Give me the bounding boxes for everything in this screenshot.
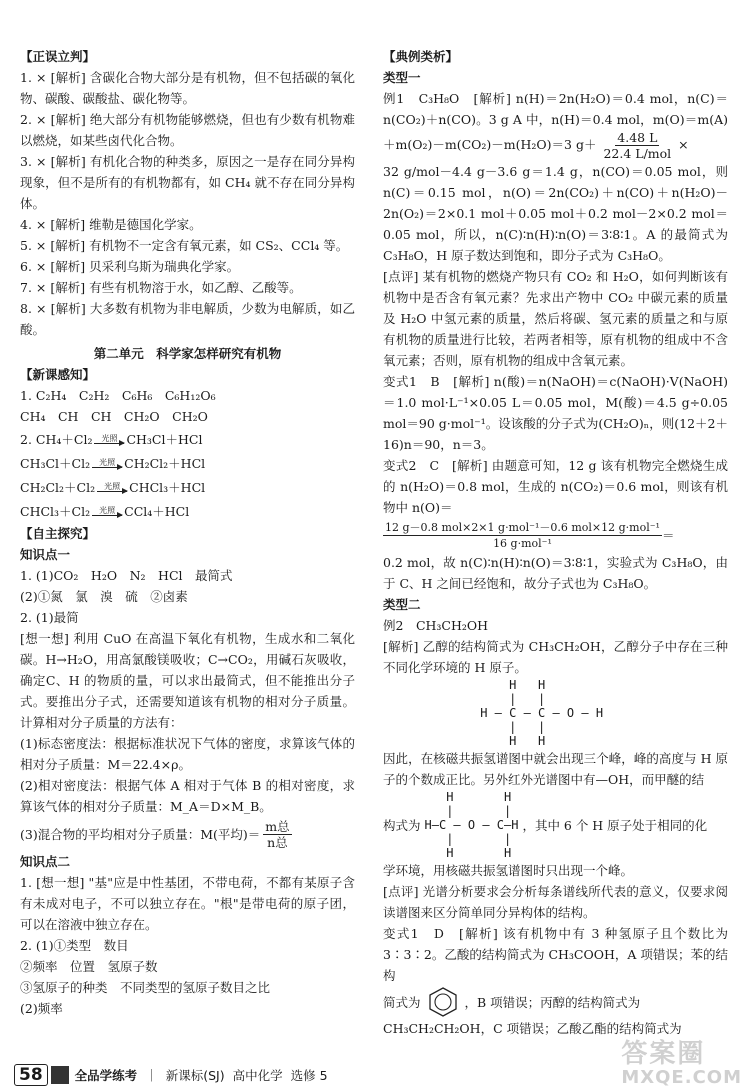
answer-item-7: 7. × [解析] 有些有机物溶于水，如乙醇、乙酸等。 — [20, 280, 302, 295]
kp2-line: ②频率 位置 氢原子数 — [20, 959, 158, 974]
reaction-3 — [20, 475, 355, 499]
example-2-text: 因此，在核磁共振氢谱图中就会出现三个峰，峰的高度与 H 原子的个数成正比。另外红外光谱图中有—OH，而甲醚的结 — [383, 751, 728, 787]
kp2-line: ③氢原子的种类 不同类型的氢原子数目之比 — [20, 980, 271, 995]
section-title-xinke: 【新课感知】 — [20, 367, 96, 382]
page-number: 58 — [14, 1064, 48, 1086]
edition: 新课标(SJ) — [165, 1068, 225, 1083]
right-column — [383, 46, 728, 1039]
watermark — [621, 1040, 742, 1088]
example-1-comment: [点评] 某有机物的燃烧产物只有 CO₂ 和 H₂O，如何判断该有机物中是否含有氧元素？先求出产物中 CO₂ 中碳元素的质量及 H₂O 中氢元素的质量，然后将碳、氢元素的质量之和与原有机物的质量进行比较，若两者相等，原有机物的组成中不含氧元素；否则，原有机物的组成中含氧元素。 — [383, 269, 728, 368]
variant-2: 变式2 C [解析] 由题意可知，12 g 该有机物完全燃烧生成的 n(H₂O)＝0.8 mol，生成的 n(CO₂)＝0.6 mol，则该有机物中 n(O)＝ — [383, 458, 728, 515]
formula-line-1: 1. C₂H₄ C₂H₂ C₆H₆ C₆H₁₂O₆ — [20, 388, 216, 403]
page-footer — [14, 1064, 336, 1086]
fraction: $\frac{4.48 L}{\text{22.4 L/mol}}$ — [603, 130, 672, 161]
kp2-paragraph: 1. [想一想] "基"应是中性基团，不带电荷，不都有某原子含有未成对电子，不可以独立存在。"根"是带电荷的原子团，可以在溶液中独立存在。 — [20, 875, 355, 932]
reaction-lhs: CH₂Cl₂＋Cl₂ — [20, 480, 96, 495]
watermark-line-2: MXQE.COM — [621, 1067, 742, 1088]
avg-mass-formula: (3)混合物的平均相对分子质量：M(平均)＝ $\frac{\text{m总}}{\text{n总}}$ — [20, 818, 290, 850]
kp1-line: 2. (1)最简 — [20, 610, 79, 625]
kp1-paragraph: (2)相对密度法：根据气体 A 相对于气体 B 的相对密度，求算该气体的相对分子质量：M_A＝D×M_B。 — [20, 778, 355, 814]
type-2-heading: 类型二 — [383, 597, 421, 612]
answer-item-5: 5. × [解析] 有机物不一定含有氧元素，如 CS₂、CCl₄ 等。 — [20, 238, 349, 253]
reaction-rhs: CCl₄＋HCl — [124, 504, 190, 519]
fraction: $\frac{\text{12 g－0.8 mol×2×1 g·mol⁻¹－0.6 mol×12 g·mol⁻¹}}{\text{16 g·mol⁻¹}}$ — [385, 520, 660, 550]
kp1-line: (2)①氮 氯 溴 硫 ②卤素 — [20, 589, 188, 604]
reaction-lhs: CH₃Cl＋Cl₂ — [20, 456, 91, 471]
light-arrow-icon: 光照 — [92, 506, 122, 516]
dimethyl-ether-structure: H H | | H—C — O — C—H | | H H — [424, 790, 519, 860]
watermark-line-1: 答案圈 — [621, 1039, 706, 1069]
answer-item-1: 1. × [解析] 含碳化合物大部分是有机物，但不包括碳的氧化物、碳酸、碳酸盐、碳化物等。 — [20, 70, 355, 106]
light-arrow-icon: 光照 — [97, 482, 127, 492]
variant-2-continued: 0.2 mol，故 n(C)∶n(H)∶n(O)＝3∶8∶1，实验式为 C₃H₈O，由于 C、H 之间已经饱和，故分子式也为 C₃H₈O。 — [383, 555, 728, 591]
light-arrow-icon: 光照 — [94, 434, 124, 444]
answer-item-3: 3. × [解析] 有机化合物的种类多，原因之一是存在同分异构现象，但不是所有的有机物都有，如 CH₄ 就不存在同分异构体。 — [20, 154, 355, 211]
type-1-heading: 类型一 — [383, 70, 421, 85]
footer-separator: ｜ — [145, 1068, 158, 1083]
unit-title: 第二单元 科学家怎样研究有机物 — [93, 346, 282, 361]
kp1-line: 1. (1)CO₂ H₂O N₂ HCl 最简式 — [20, 568, 233, 583]
variant-2-fraction: $\frac{\text{12 g－0.8 mol×2×1 g·mol⁻¹－0.6 mol×12 g·mol⁻¹}}{\text{16 g·mol⁻¹}}$ ＝ — [385, 520, 675, 550]
variant-1: 变式1 B [解析] n(酸)＝n(NaOH)＝c(NaOH)·V(NaOH)＝1.0 mol·L⁻¹×0.05 L＝0.05 mol，M(酸)＝4.5 g÷0.05 mol＝90 g·mol⁻¹。设该酸的分子式为(CH₂O)ₙ，则(12＋2＋16)n＝90，n＝3。 — [383, 374, 728, 452]
kp1-paragraph: (1)标态密度法：根据标准状况下气体的密度，求算该气体的相对分子质量：M＝22.4×ρ。 — [20, 736, 355, 772]
ethanol-structure: H H | | H — C — C — O — H | | H H — [480, 678, 604, 748]
variant-3: 变式1 D [解析] 该有机物中有 3 种氢原子且个数比为 3∶3∶2。乙酸的结构简式为 CH₃COOH，A 项错误；苯的结构 — [383, 926, 728, 983]
reaction-4 — [20, 499, 355, 523]
reaction-rhs: CHCl₃＋HCl — [129, 480, 206, 495]
fraction: $\frac{\text{m总}}{\text{n总}}$ — [265, 818, 290, 850]
reaction-rhs: CH₃Cl＋HCl — [126, 432, 203, 447]
kp2-line: 2. (1)①类型 数目 — [20, 938, 129, 953]
answer-item-2: 2. × [解析] 绝大部分有机物能够燃烧，但也有少数有机物难以燃烧，如某些卤代化合物。 — [20, 112, 355, 148]
example-1-continued: 32 g/mol－4.4 g－3.6 g＝1.4 g，n(CO)＝0.05 mol，则 n(C)＝0.15 mol，n(O)＝2n(CO₂)＋n(CO)＋n(H₂O)－2n(O₂)＝2×0.1 mol＋0.05 mol＋0.2 mol－2×0.2 mol＝0.05 mol，所以，n(C)∶n(H)∶n(O)＝3∶8∶1。A 的最简式为 C₃H₈O，H 原子数达到饱和，即分子式为 C₃H₈O。 — [383, 164, 728, 263]
answer-item-4: 4. × [解析] 维勒是德国化学家。 — [20, 217, 202, 232]
reaction-lhs: 2. CH₄＋Cl₂ — [20, 432, 93, 447]
reaction-1 — [20, 427, 355, 451]
left-column — [20, 46, 355, 1019]
answer-item-6: 6. × [解析] 贝采利乌斯为瑞典化学家。 — [20, 259, 240, 274]
example-2-answer: 例2 CH₃CH₂OH — [383, 618, 489, 633]
subject: 高中化学 — [232, 1068, 283, 1083]
benzene-line: 简式为 ，B 项错误；丙醇的结构简式为 — [383, 986, 728, 1018]
brand-name: 全品学练考 — [74, 1068, 138, 1083]
light-arrow-icon: 光照 — [92, 458, 122, 468]
kp1-paragraph: [想一想] 利用 CuO 在高温下氧化有机物，生成水和二氧化碳。H→H₂O，用高氯酸镁吸收；C→CO₂，用碱石灰吸收，确定C、H 的物质的量，可以求出最简式，但不能推出分子式。要推出分子式，还需要知道该有机物的相对分子质量。计算相对分子质量的方法有： — [20, 631, 355, 730]
formula-line-2: CH₄ CH CH CH₂O CH₂O — [20, 409, 208, 424]
brand-logo-icon — [51, 1066, 69, 1084]
knowledge-point-1: 知识点一 — [20, 547, 71, 562]
reaction-2 — [20, 451, 355, 475]
reaction-lhs: CHCl₃＋Cl₂ — [20, 504, 91, 519]
variant-3-continued: CH₃CH₂CH₂OH，C 项错误；乙酸乙酯的结构简式为 — [383, 1021, 682, 1036]
reaction-rhs: CH₂Cl₂＋HCl — [124, 456, 206, 471]
knowledge-point-2: 知识点二 — [20, 854, 71, 869]
example-2-text-end: 学环境，用核磁共振氢谱图时只出现一个峰。 — [383, 863, 634, 878]
example-1-text: 例1 C₃H₈O [解析] n(H)＝2n(H₂O)＝0.4 mol，n(C)＝n(CO₂)＋n(CO)。3 g A 中，n(H)＝0.4 mol，m(O)＝m(A)＋m(O₂)－m(CO₂)－m(H₂O)＝3 g＋ $\frac{4.48 L}{\text{22.4 L/mol}}$ × — [383, 91, 728, 161]
answer-item-8: 8. × [解析] 大多数有机物为非电解质，少数为电解质，如乙酸。 — [20, 301, 355, 337]
kp2-line: (2)频率 — [20, 1001, 63, 1016]
volume: 选修 5 — [290, 1068, 328, 1083]
section-title-dianli: 【典例类析】 — [383, 49, 459, 64]
benzene-ring-icon — [427, 986, 459, 1018]
example-2-analysis: [解析] 乙醇的结构简式为 CH₃CH₂OH，乙醇分子中存在三种不同化学环境的 H 原子。 — [383, 639, 728, 675]
section-title-zizhu: 【自主探究】 — [20, 526, 96, 541]
ether-structure-line: 构式为 H H | | H—C — O — C—H | | H H ，其中 6 个 H 原子处于相同的化 — [383, 790, 708, 860]
section-title-zhengwu: 【正误立判】 — [20, 49, 96, 64]
example-2-comment: [点评] 光谱分析要求会分析每条谱线所代表的意义，仅要求阅读谱图来区分简单同分异构体的结构。 — [383, 884, 728, 920]
